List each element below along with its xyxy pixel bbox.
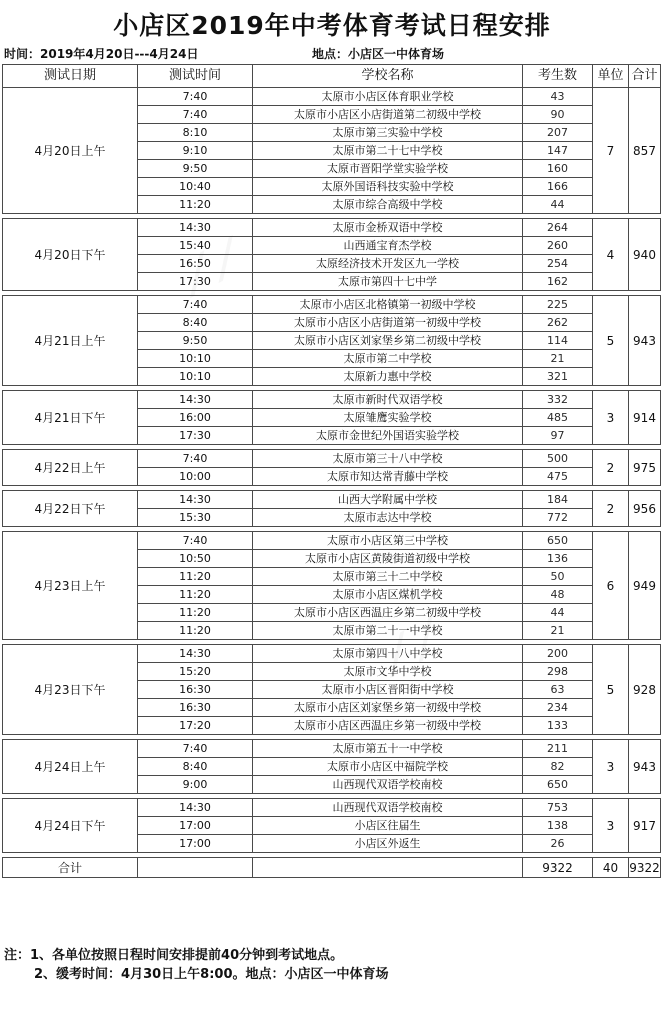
school-cell: 太原市第二十一中学校 <box>253 622 523 640</box>
count-cell: 136 <box>523 550 593 568</box>
units-cell: 3 <box>593 391 629 445</box>
header-total: 合计 <box>629 65 661 88</box>
time-cell: 16:30 <box>138 681 253 699</box>
count-cell: 50 <box>523 568 593 586</box>
date-cell: 4月22日上午 <box>3 450 138 486</box>
count-cell: 772 <box>523 509 593 527</box>
count-cell: 332 <box>523 391 593 409</box>
units-cell: 2 <box>593 491 629 527</box>
table-row <box>3 450 661 468</box>
school-cell: 太原市小店区刘家堡乡第二初级中学校 <box>253 332 523 350</box>
school-cell: 小店区往届生 <box>253 817 523 835</box>
date-cell: 4月24日上午 <box>3 740 138 794</box>
count-cell: 82 <box>523 758 593 776</box>
time-cell: 14:30 <box>138 391 253 409</box>
summary-empty-school <box>253 858 523 878</box>
time-cell: 17:00 <box>138 835 253 853</box>
count-cell: 26 <box>523 835 593 853</box>
school-cell: 太原市志达中学校 <box>253 509 523 527</box>
units-cell: 2 <box>593 450 629 486</box>
school-cell: 太原市晋阳学堂实验学校 <box>253 160 523 178</box>
time-cell: 16:30 <box>138 699 253 717</box>
count-cell: 160 <box>523 160 593 178</box>
school-cell: 太原市金世纪外国语实验学校 <box>253 427 523 445</box>
count-cell: 48 <box>523 586 593 604</box>
time-cell: 14:30 <box>138 491 253 509</box>
units-cell: 5 <box>593 296 629 386</box>
table-row <box>3 532 661 550</box>
units-cell: 6 <box>593 532 629 640</box>
count-cell: 211 <box>523 740 593 758</box>
time-cell: 7:40 <box>138 296 253 314</box>
time-cell: 9:50 <box>138 332 253 350</box>
venue: 地点：小店区一中体育场 <box>312 47 445 61</box>
school-cell: 太原市小店区刘家堡乡第一初级中学校 <box>253 699 523 717</box>
time-cell: 11:20 <box>138 604 253 622</box>
table-row <box>3 491 661 509</box>
note-1: 注：1、各单位按照日程时间安排提前40分钟到考试地点。 <box>4 948 344 963</box>
count-cell: 162 <box>523 273 593 291</box>
time-cell: 8:10 <box>138 124 253 142</box>
time-cell: 11:20 <box>138 568 253 586</box>
summary-label: 合计 <box>3 858 138 878</box>
school-cell: 太原市小店区小店街道第二初级中学校 <box>253 106 523 124</box>
school-cell: 山西通宝育杰学校 <box>253 237 523 255</box>
count-cell: 44 <box>523 196 593 214</box>
school-cell: 太原市第三十二中学校 <box>253 568 523 586</box>
count-cell: 475 <box>523 468 593 486</box>
school-cell: 太原市金桥双语中学校 <box>253 219 523 237</box>
count-cell: 21 <box>523 622 593 640</box>
school-cell: 太原市第四十八中学校 <box>253 645 523 663</box>
units-cell: 3 <box>593 740 629 794</box>
school-cell: 太原市小店区小店街道第一初级中学校 <box>253 314 523 332</box>
count-cell: 485 <box>523 409 593 427</box>
date-cell: 4月24日下午 <box>3 799 138 853</box>
count-cell: 321 <box>523 368 593 386</box>
total-cell: 943 <box>629 296 661 386</box>
school-cell: 太原新力惠中学校 <box>253 368 523 386</box>
date-cell: 4月22日下午 <box>3 491 138 527</box>
table-row <box>3 799 661 817</box>
date-cell: 4月21日上午 <box>3 296 138 386</box>
count-cell: 234 <box>523 699 593 717</box>
school-cell: 太原市小店区中福院学校 <box>253 758 523 776</box>
total-cell: 975 <box>629 450 661 486</box>
total-cell: 917 <box>629 799 661 853</box>
school-cell: 小店区外返生 <box>253 835 523 853</box>
total-cell: 956 <box>629 491 661 527</box>
time-cell: 16:00 <box>138 409 253 427</box>
time-cell: 11:20 <box>138 196 253 214</box>
count-cell: 200 <box>523 645 593 663</box>
total-cell: 949 <box>629 532 661 640</box>
time-cell: 9:50 <box>138 160 253 178</box>
summary-units: 40 <box>593 858 629 878</box>
time-cell: 14:30 <box>138 645 253 663</box>
time-cell: 7:40 <box>138 532 253 550</box>
table-row <box>3 645 661 663</box>
header-count: 考生数 <box>523 65 593 88</box>
time-cell: 14:30 <box>138 799 253 817</box>
school-cell: 太原市小店区黄陵街道初级中学校 <box>253 550 523 568</box>
time-cell: 17:00 <box>138 817 253 835</box>
notes <box>4 946 389 984</box>
count-cell: 166 <box>523 178 593 196</box>
count-cell: 260 <box>523 237 593 255</box>
time-cell: 7:40 <box>138 88 253 106</box>
school-cell: 太原市新时代双语学校 <box>253 391 523 409</box>
date-cell: 4月23日下午 <box>3 645 138 735</box>
count-cell: 44 <box>523 604 593 622</box>
school-cell: 太原市文华中学校 <box>253 663 523 681</box>
count-cell: 298 <box>523 663 593 681</box>
school-cell: 太原市综合高级中学校 <box>253 196 523 214</box>
school-cell: 太原市第二十七中学校 <box>253 142 523 160</box>
school-cell: 山西现代双语学校南校 <box>253 776 523 794</box>
count-cell: 97 <box>523 427 593 445</box>
units-cell: 7 <box>593 88 629 214</box>
school-cell: 太原经济技术开发区九一学校 <box>253 255 523 273</box>
time-cell: 14:30 <box>138 219 253 237</box>
date-cell: 4月20日下午 <box>3 219 138 291</box>
time-cell: 8:40 <box>138 758 253 776</box>
time-cell: 7:40 <box>138 740 253 758</box>
count-cell: 184 <box>523 491 593 509</box>
time-cell: 17:30 <box>138 273 253 291</box>
time-cell: 17:30 <box>138 427 253 445</box>
school-cell: 太原市第二中学校 <box>253 350 523 368</box>
school-cell: 太原市小店区北格镇第一初级中学校 <box>253 296 523 314</box>
time-cell: 16:50 <box>138 255 253 273</box>
count-cell: 21 <box>523 350 593 368</box>
table-header-row <box>3 65 661 88</box>
school-cell: 太原市小店区体育职业学校 <box>253 88 523 106</box>
time-cell: 15:40 <box>138 237 253 255</box>
school-cell: 太原市第三实验中学校 <box>253 124 523 142</box>
school-cell: 山西现代双语学校南校 <box>253 799 523 817</box>
school-cell: 太原市小店区西温庄乡第二初级中学校 <box>253 604 523 622</box>
school-cell: 太原市第五十一中学校 <box>253 740 523 758</box>
table-row <box>3 88 661 106</box>
count-cell: 650 <box>523 776 593 794</box>
count-cell: 254 <box>523 255 593 273</box>
header-date: 测试日期 <box>3 65 138 88</box>
count-cell: 207 <box>523 124 593 142</box>
date-cell: 4月20日上午 <box>3 88 138 214</box>
school-cell: 太原雏鹰实验学校 <box>253 409 523 427</box>
time-cell: 7:40 <box>138 450 253 468</box>
school-cell: 太原外国语科技实验中学校 <box>253 178 523 196</box>
time-cell: 15:20 <box>138 663 253 681</box>
count-cell: 753 <box>523 799 593 817</box>
count-cell: 114 <box>523 332 593 350</box>
school-cell: 太原市第四十七中学 <box>253 273 523 291</box>
count-cell: 133 <box>523 717 593 735</box>
header-school: 学校名称 <box>253 65 523 88</box>
count-cell: 500 <box>523 450 593 468</box>
summary-count: 9322 <box>523 858 593 878</box>
summary-row <box>3 858 661 878</box>
school-cell: 太原市小店区晋阳街中学校 <box>253 681 523 699</box>
count-cell: 138 <box>523 817 593 835</box>
page-title: 小店区2019年中考体育考试日程安排 <box>113 11 551 40</box>
header-time: 测试时间 <box>138 65 253 88</box>
count-cell: 63 <box>523 681 593 699</box>
time-cell: 10:00 <box>138 468 253 486</box>
units-cell: 5 <box>593 645 629 735</box>
units-cell: 4 <box>593 219 629 291</box>
time-cell: 11:20 <box>138 622 253 640</box>
table-row <box>3 740 661 758</box>
date-cell: 4月23日上午 <box>3 532 138 640</box>
total-cell: 928 <box>629 645 661 735</box>
time-cell: 10:40 <box>138 178 253 196</box>
schedule-table <box>2 64 661 878</box>
time-cell: 8:40 <box>138 314 253 332</box>
summary-empty-time <box>138 858 253 878</box>
school-cell: 太原市知达常青藤中学校 <box>253 468 523 486</box>
time-cell: 9:10 <box>138 142 253 160</box>
time-cell: 10:50 <box>138 550 253 568</box>
time-cell: 11:20 <box>138 586 253 604</box>
note-2: 2、缓考时间：4月30日上午8:00。地点：小店区一中体育场 <box>34 967 389 982</box>
date-cell: 4月21日下午 <box>3 391 138 445</box>
table-row <box>3 391 661 409</box>
total-cell: 940 <box>629 219 661 291</box>
time-cell: 9:00 <box>138 776 253 794</box>
school-cell: 太原市小店区第三中学校 <box>253 532 523 550</box>
table-row <box>3 219 661 237</box>
count-cell: 225 <box>523 296 593 314</box>
count-cell: 262 <box>523 314 593 332</box>
count-cell: 264 <box>523 219 593 237</box>
time-cell: 10:10 <box>138 368 253 386</box>
time-cell: 10:10 <box>138 350 253 368</box>
summary-total: 9322 <box>629 858 661 878</box>
count-cell: 650 <box>523 532 593 550</box>
time-cell: 15:30 <box>138 509 253 527</box>
school-cell: 太原市小店区煤机学校 <box>253 586 523 604</box>
school-cell: 山西大学附属中学校 <box>253 491 523 509</box>
total-cell: 943 <box>629 740 661 794</box>
total-cell: 857 <box>629 88 661 214</box>
schedule-body <box>3 88 661 878</box>
count-cell: 90 <box>523 106 593 124</box>
school-cell: 太原市第三十八中学校 <box>253 450 523 468</box>
total-cell: 914 <box>629 391 661 445</box>
count-cell: 147 <box>523 142 593 160</box>
time-cell: 7:40 <box>138 106 253 124</box>
header-units: 单位 <box>593 65 629 88</box>
school-cell: 太原市小店区西温庄乡第一初级中学校 <box>253 717 523 735</box>
count-cell: 43 <box>523 88 593 106</box>
units-cell: 3 <box>593 799 629 853</box>
table-row <box>3 296 661 314</box>
time-cell: 17:20 <box>138 717 253 735</box>
time-range: 时间：2019年4月20日---4月24日 <box>4 47 199 61</box>
